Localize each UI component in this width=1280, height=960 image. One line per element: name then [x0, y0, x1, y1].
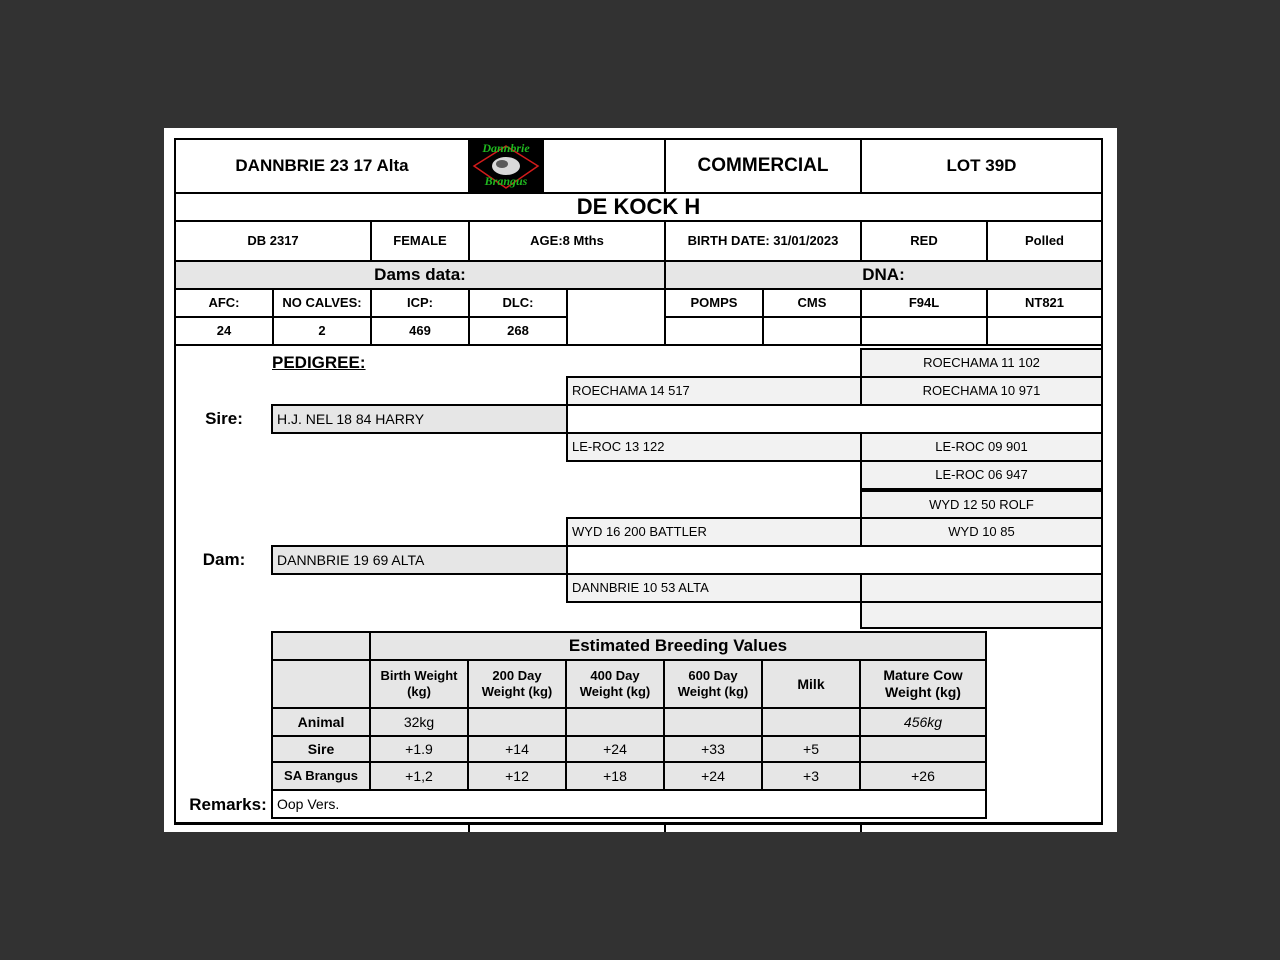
ebv-cell — [467, 707, 567, 737]
dam-dam-sire — [860, 573, 1103, 603]
f94l-value — [860, 316, 988, 346]
ebv-cell: 456kg — [859, 707, 987, 737]
category-cell — [664, 138, 862, 194]
age-cell — [468, 220, 666, 262]
ebv-row-label: Animal — [271, 707, 371, 737]
dlc-value: 268 — [468, 316, 568, 346]
ebv-col-400-day: 400 Day Weight (kg) — [565, 659, 665, 709]
ebv-col-birth-weight: Birth Weight (kg) — [369, 659, 469, 709]
logo-text-top: Dannbrie — [482, 141, 530, 155]
animal-sex: FEMALE — [393, 233, 447, 249]
dam-sire-dam: WYD 10 85 — [860, 517, 1103, 547]
ebv-cell — [859, 735, 987, 763]
ebv-cell: +33 — [663, 735, 763, 763]
pomps-value — [664, 316, 764, 346]
ebv-cell: +24 — [663, 761, 763, 791]
ebv-col-mature-cow: Mature Cow Weight (kg) — [859, 659, 987, 709]
sire-dam-dam: LE-ROC 06 947 — [860, 460, 1103, 490]
ebv-cell: +24 — [565, 735, 665, 763]
remarks-label: Remarks: — [189, 794, 267, 814]
ebv-cell: +18 — [565, 761, 665, 791]
ebv-corner-mid — [271, 659, 371, 709]
animal-id: DB 2317 — [247, 233, 299, 249]
afc-header: AFC: — [174, 288, 274, 318]
sire-sire-sire: ROECHAMA 11 102 — [860, 348, 1103, 378]
dam-label: Dam: — [202, 549, 246, 569]
brangus-logo-icon — [468, 140, 544, 192]
ebv-col-600-day: 600 Day Weight (kg) — [663, 659, 763, 709]
horn-status: Polled — [1024, 233, 1064, 249]
sire-sire: ROECHAMA 14 517 — [566, 376, 862, 406]
ebv-cell: +1,2 — [369, 761, 469, 791]
afc-value: 24 — [174, 316, 274, 346]
logo-text-bottom: Brangus — [484, 174, 528, 188]
dams-blank-cell — [566, 288, 666, 346]
ebv-cell: 32kg — [369, 707, 469, 737]
ebv-cell: +14 — [467, 735, 567, 763]
ebv-row-label: Sire — [271, 735, 371, 763]
f94l-header: F94L — [860, 288, 988, 318]
sire-dam: LE-ROC 13 122 — [566, 432, 862, 462]
dlc-header: DLC: — [468, 288, 568, 318]
pedigree-title: PEDIGREE: — [272, 352, 366, 372]
lot-number: LOT 39D — [946, 155, 1017, 175]
lot-cell — [860, 138, 1103, 194]
ebv-corner-top — [271, 631, 371, 661]
animal-colour: RED — [910, 233, 938, 249]
lot-sheet — [164, 128, 1117, 832]
animal-name-cell — [174, 138, 470, 194]
ebv-title: Estimated Breeding Values — [369, 631, 987, 661]
dam-dam-dam — [860, 601, 1103, 629]
dams-data-title: Dams data: — [174, 260, 666, 290]
ebv-col-milk: Milk — [761, 659, 861, 709]
ebv-col-200-day: 200 Day Weight (kg) — [467, 659, 567, 709]
owner-cell — [174, 192, 1103, 222]
ebv-cell: +26 — [859, 761, 987, 791]
sire-label: Sire: — [205, 408, 243, 428]
sire-name: H.J. NEL 18 84 HARRY — [271, 404, 568, 434]
ebv-cell: +3 — [761, 761, 861, 791]
birth-date-cell — [664, 220, 862, 262]
dam-sire-sire: WYD 12 50 ROLF — [860, 490, 1103, 519]
sire-dam-sire: LE-ROC 09 901 — [860, 432, 1103, 462]
dam-sire: WYD 16 200 BATTLER — [566, 517, 862, 547]
dna-title: DNA: — [664, 260, 1103, 290]
cms-value — [762, 316, 862, 346]
cms-header: CMS — [762, 288, 862, 318]
next-sheet-divider — [860, 825, 862, 832]
dam-dam: DANNBRIE 10 53 ALTA — [566, 573, 862, 603]
ebv-cell: +1.9 — [369, 735, 469, 763]
ebv-cell — [565, 707, 665, 737]
next-sheet-divider — [468, 825, 470, 832]
nt821-header: NT821 — [986, 288, 1103, 318]
next-sheet-divider — [664, 825, 666, 832]
frame-left — [174, 344, 176, 824]
horn-cell — [986, 220, 1103, 262]
animal-age: AGE:8 Mths — [530, 233, 604, 249]
owner-name: DE KOCK H — [576, 193, 701, 219]
ebv-cell: +12 — [467, 761, 567, 791]
birth-date: BIRTH DATE: 31/01/2023 — [687, 233, 839, 249]
remarks-field: Oop Vers. — [271, 789, 987, 819]
no-calves-value: 2 — [272, 316, 372, 346]
animal-name: DANNBRIE 23 17 Alta — [235, 155, 409, 175]
icp-value: 469 — [370, 316, 470, 346]
pomps-header: POMPS — [664, 288, 764, 318]
colour-cell — [860, 220, 988, 262]
dam-gap-row — [566, 545, 1103, 575]
sire-sire-dam: ROECHAMA 10 971 — [860, 376, 1103, 406]
ebv-cell — [663, 707, 763, 737]
ebv-cell — [761, 707, 861, 737]
category: COMMERCIAL — [697, 154, 829, 176]
ebv-cell: +5 — [761, 735, 861, 763]
nt821-value — [986, 316, 1103, 346]
section-bottom-line — [174, 822, 1103, 825]
icp-header: ICP: — [370, 288, 470, 318]
id-cell — [174, 220, 372, 262]
sire-gap-row — [566, 404, 1103, 434]
no-calves-header: NO CALVES: — [272, 288, 372, 318]
ebv-row-label: SA Brangus — [271, 761, 371, 791]
dam-name: DANNBRIE 19 69 ALTA — [271, 545, 568, 575]
sex-cell — [370, 220, 470, 262]
